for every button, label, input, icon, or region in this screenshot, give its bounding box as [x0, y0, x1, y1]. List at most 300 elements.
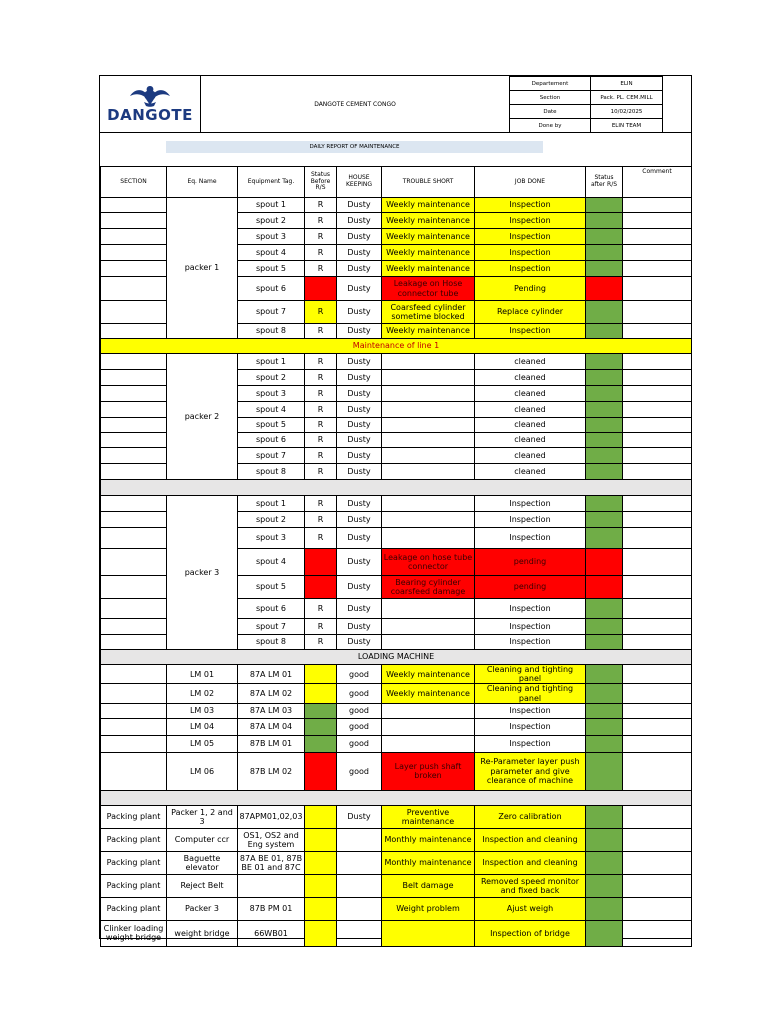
comment-cell [623, 301, 692, 324]
section-cell: Packing plant [101, 851, 167, 874]
trouble-cell: Weekly maintenance [382, 684, 475, 703]
trouble-cell: Weekly maintenance [382, 261, 475, 277]
table-row [101, 920, 692, 946]
meta-label: Done by [510, 119, 591, 133]
status-before: R [305, 370, 337, 386]
trouble-cell [382, 402, 475, 418]
tag-cell: spout 3 [238, 386, 305, 402]
table-row [101, 496, 692, 512]
status-before [305, 920, 337, 946]
tag-cell: OS1, OS2 and Eng system [238, 828, 305, 851]
comment-cell [623, 828, 692, 851]
trouble-cell: Monthly maintenance [382, 851, 475, 874]
tag-cell: spout 1 [238, 198, 305, 213]
status-before: R [305, 599, 337, 619]
comment-cell [623, 549, 692, 576]
housekeeping-cell: good [337, 735, 382, 752]
housekeeping-cell [337, 851, 382, 874]
job-cell: Inspection [475, 213, 586, 229]
status-before: R [305, 213, 337, 229]
tag-cell: spout 1 [238, 496, 305, 512]
trouble-cell: Leakage on Hose connector tube [382, 277, 475, 301]
trouble-cell [382, 718, 475, 735]
housekeeping-cell: good [337, 665, 382, 684]
separator-band [101, 480, 692, 496]
col-header: JOB DONE [475, 167, 586, 198]
section-cell [101, 261, 167, 277]
housekeeping-cell: Dusty [337, 198, 382, 213]
housekeeping-cell: Dusty [337, 370, 382, 386]
tag-cell: spout 5 [238, 418, 305, 433]
tag-cell: spout 2 [238, 512, 305, 528]
housekeeping-cell: Dusty [337, 433, 382, 448]
trouble-cell [382, 354, 475, 370]
comment-cell [623, 245, 692, 261]
comment-cell [623, 198, 692, 213]
job-cell: pending [475, 576, 586, 599]
table-row [101, 752, 692, 790]
col-header: TROUBLE SHORT [382, 167, 475, 198]
section-cell [101, 718, 167, 735]
status-before [305, 805, 337, 828]
housekeeping-cell: Dusty [337, 464, 382, 480]
meta-value: 10/02/2025 [591, 105, 663, 119]
tag-cell: spout 4 [238, 245, 305, 261]
status-before [305, 851, 337, 874]
comment-cell [623, 386, 692, 402]
tag-cell: spout 3 [238, 528, 305, 549]
line1-band: Maintenance of line 1 [101, 339, 692, 354]
status-before: R [305, 261, 337, 277]
status-before [305, 874, 337, 897]
job-cell: Ajust weigh [475, 897, 586, 920]
housekeeping-cell: Dusty [337, 301, 382, 324]
status-before [305, 897, 337, 920]
status-before: R [305, 301, 337, 324]
section-cell [101, 635, 167, 650]
status-after [586, 920, 623, 946]
separator-row [101, 790, 692, 805]
status-before [305, 576, 337, 599]
trouble-cell [382, 370, 475, 386]
job-cell: Inspection [475, 512, 586, 528]
loading-machine-band: LOADING MACHINE [101, 650, 692, 665]
section-cell [101, 549, 167, 576]
comment-cell [623, 752, 692, 790]
housekeeping-cell: Dusty [337, 213, 382, 229]
trouble-cell [382, 433, 475, 448]
job-cell: Inspection and cleaning [475, 828, 586, 851]
housekeeping-cell: Dusty [337, 619, 382, 635]
comment-cell [623, 851, 692, 874]
trouble-cell [382, 448, 475, 464]
status-before: R [305, 386, 337, 402]
trouble-cell [382, 703, 475, 718]
logo-text: DANGOTE [107, 106, 193, 124]
section-cell: Packing plant [101, 897, 167, 920]
status-after [586, 897, 623, 920]
maintenance-table [100, 166, 692, 947]
trouble-cell [382, 386, 475, 402]
table-row [101, 684, 692, 703]
eq-name: LM 04 [167, 718, 238, 735]
status-before: R [305, 635, 337, 650]
section-cell [101, 752, 167, 790]
eq-name: LM 02 [167, 684, 238, 703]
section-cell [101, 703, 167, 718]
status-before: R [305, 324, 337, 339]
eq-name: LM 03 [167, 703, 238, 718]
job-cell: Inspection [475, 735, 586, 752]
tag-cell: 87B PM 01 [238, 897, 305, 920]
comment-cell [623, 599, 692, 619]
section-cell [101, 619, 167, 635]
tag-cell: spout 8 [238, 635, 305, 650]
job-cell: Inspection [475, 245, 586, 261]
job-cell: cleaned [475, 354, 586, 370]
table-row [101, 897, 692, 920]
section-cell [101, 599, 167, 619]
tag-cell: spout 8 [238, 464, 305, 480]
section-cell [101, 213, 167, 229]
housekeeping-cell: good [337, 718, 382, 735]
trouble-cell: Bearing cylinder coarsfeed damage [382, 576, 475, 599]
table-row [101, 828, 692, 851]
eq-name: Baguette elevator [167, 851, 238, 874]
tag-cell: spout 3 [238, 229, 305, 245]
trouble-cell [382, 464, 475, 480]
packer-name: packer 3 [167, 496, 238, 650]
job-cell: Replace cylinder [475, 301, 586, 324]
section-cell [101, 198, 167, 213]
col-header: Equipment Tag. [238, 167, 305, 198]
job-cell: cleaned [475, 433, 586, 448]
status-after [586, 448, 623, 464]
table-row [101, 198, 692, 213]
trouble-cell [382, 920, 475, 946]
job-cell: Inspection [475, 261, 586, 277]
trouble-cell: Belt damage [382, 874, 475, 897]
report-title-row [100, 132, 691, 167]
job-cell: Inspection [475, 703, 586, 718]
trouble-cell: Weekly maintenance [382, 665, 475, 684]
housekeeping-cell: Dusty [337, 261, 382, 277]
status-after [586, 703, 623, 718]
comment-cell [623, 402, 692, 418]
eq-name: LM 05 [167, 735, 238, 752]
status-after [586, 402, 623, 418]
table-row [101, 851, 692, 874]
status-after [586, 828, 623, 851]
status-after [586, 805, 623, 828]
trouble-cell: Coarsfeed cylinder sometime blocked [382, 301, 475, 324]
separator-band [101, 790, 692, 805]
meta-row [510, 105, 663, 119]
tag-cell: 87A LM 01 [238, 665, 305, 684]
comment-cell [623, 874, 692, 897]
trouble-cell [382, 635, 475, 650]
tag-cell [238, 874, 305, 897]
eq-name: weight bridge [167, 920, 238, 946]
status-before [305, 718, 337, 735]
section-cell [101, 277, 167, 301]
section-cell [101, 684, 167, 703]
status-after [586, 261, 623, 277]
col-header: HOUSE KEEPING [337, 167, 382, 198]
job-cell: Cleaning and tighting panel [475, 665, 586, 684]
tag-cell: spout 1 [238, 354, 305, 370]
table-row [101, 718, 692, 735]
meta-value: ELIN [591, 77, 663, 91]
comment-cell [623, 261, 692, 277]
section-cell [101, 576, 167, 599]
status-after [586, 549, 623, 576]
meta-row [510, 91, 663, 105]
job-cell: Re-Parameter layer push parameter and give clearance of machine [475, 752, 586, 790]
section-cell [101, 354, 167, 370]
comment-cell [623, 277, 692, 301]
status-after [586, 576, 623, 599]
comment-cell [623, 448, 692, 464]
housekeeping-cell [337, 897, 382, 920]
status-before: R [305, 229, 337, 245]
trouble-cell: Monthly maintenance [382, 828, 475, 851]
report-header [100, 76, 691, 133]
status-after [586, 229, 623, 245]
col-header: Status after R/S [586, 167, 623, 198]
status-after [586, 635, 623, 650]
tag-cell: spout 7 [238, 448, 305, 464]
housekeeping-cell: Dusty [337, 245, 382, 261]
housekeeping-cell: Dusty [337, 386, 382, 402]
comment-cell [623, 354, 692, 370]
comment-cell [623, 684, 692, 703]
tag-cell: 87APM01,02,03 [238, 805, 305, 828]
comment-cell [623, 718, 692, 735]
trouble-cell [382, 619, 475, 635]
housekeeping-cell: Dusty [337, 448, 382, 464]
job-cell: Inspection [475, 496, 586, 512]
housekeeping-cell: Dusty [337, 418, 382, 433]
eq-name: LM 01 [167, 665, 238, 684]
trouble-cell [382, 528, 475, 549]
eq-name: Reject Belt [167, 874, 238, 897]
tag-cell: spout 4 [238, 402, 305, 418]
report-sheet [99, 75, 692, 943]
tag-cell: spout 2 [238, 213, 305, 229]
section-cell [101, 512, 167, 528]
job-cell: Inspection and cleaning [475, 851, 586, 874]
tag-cell: spout 7 [238, 619, 305, 635]
comment-cell [623, 496, 692, 512]
status-after [586, 752, 623, 790]
status-before: R [305, 354, 337, 370]
status-after [586, 464, 623, 480]
tag-cell: 87A LM 03 [238, 703, 305, 718]
job-cell: pending [475, 549, 586, 576]
trouble-cell [382, 599, 475, 619]
status-after [586, 874, 623, 897]
meta-row [510, 119, 663, 133]
eq-name: Packer 3 [167, 897, 238, 920]
status-after [586, 301, 623, 324]
section-cell [101, 229, 167, 245]
trouble-cell: Weekly maintenance [382, 229, 475, 245]
comment-cell [623, 512, 692, 528]
status-before [305, 828, 337, 851]
comment-cell [623, 229, 692, 245]
status-before: R [305, 433, 337, 448]
job-cell: Inspection [475, 635, 586, 650]
eq-name: Packer 1, 2 and 3 [167, 805, 238, 828]
trouble-cell [382, 418, 475, 433]
status-after [586, 851, 623, 874]
band-row [101, 650, 692, 665]
housekeeping-cell: Dusty [337, 229, 382, 245]
status-after [586, 512, 623, 528]
band-row [101, 339, 692, 354]
tag-cell: 87A BE 01, 87B BE 01 and 87C [238, 851, 305, 874]
status-after [586, 198, 623, 213]
section-cell [101, 464, 167, 480]
tag-cell: spout 5 [238, 261, 305, 277]
eq-name: Computer ccr [167, 828, 238, 851]
table-row [101, 354, 692, 370]
section-cell [101, 402, 167, 418]
tag-cell: spout 6 [238, 277, 305, 301]
housekeeping-cell [337, 874, 382, 897]
job-cell: cleaned [475, 386, 586, 402]
job-cell: Inspection [475, 528, 586, 549]
section-cell [101, 324, 167, 339]
section-cell [101, 245, 167, 261]
status-after [586, 386, 623, 402]
table-row [101, 665, 692, 684]
comment-cell [623, 735, 692, 752]
job-cell: Cleaning and tighting panel [475, 684, 586, 703]
trouble-cell [382, 496, 475, 512]
job-cell: Inspection [475, 599, 586, 619]
separator-row [101, 480, 692, 496]
status-before: R [305, 464, 337, 480]
status-before: R [305, 448, 337, 464]
section-cell [101, 418, 167, 433]
comment-cell [623, 703, 692, 718]
col-header: Comment [623, 167, 692, 198]
status-after [586, 354, 623, 370]
trouble-cell: Layer push shaft broken [382, 752, 475, 790]
job-cell: cleaned [475, 448, 586, 464]
housekeeping-cell: Dusty [337, 805, 382, 828]
column-header-row [101, 167, 692, 198]
section-cell [101, 528, 167, 549]
job-cell: cleaned [475, 418, 586, 433]
job-cell: Inspection [475, 718, 586, 735]
housekeeping-cell: good [337, 703, 382, 718]
status-before [305, 752, 337, 790]
comment-cell [623, 433, 692, 448]
housekeeping-cell: Dusty [337, 599, 382, 619]
tag-cell: 87A LM 02 [238, 684, 305, 703]
section-cell [101, 496, 167, 512]
table-row [101, 805, 692, 828]
status-after [586, 528, 623, 549]
status-before: R [305, 619, 337, 635]
status-after [586, 213, 623, 229]
table-row [101, 874, 692, 897]
section-cell [101, 665, 167, 684]
trouble-cell: Weekly maintenance [382, 213, 475, 229]
status-after [586, 496, 623, 512]
status-before: R [305, 512, 337, 528]
comment-cell [623, 528, 692, 549]
status-after [586, 718, 623, 735]
status-before: R [305, 528, 337, 549]
tag-cell: spout 5 [238, 576, 305, 599]
status-after [586, 324, 623, 339]
housekeeping-cell [337, 920, 382, 946]
status-before [305, 684, 337, 703]
company-logo [100, 76, 201, 132]
housekeeping-cell: good [337, 752, 382, 790]
meta-label: Departement [510, 77, 591, 91]
job-cell: Inspection of bridge [475, 920, 586, 946]
comment-cell [623, 576, 692, 599]
housekeeping-cell: Dusty [337, 549, 382, 576]
company-name: DANGOTE CEMENT CONGO [314, 100, 396, 108]
tag-cell: spout 8 [238, 324, 305, 339]
col-header: Eq. Name [167, 167, 238, 198]
tag-cell: 87A LM 04 [238, 718, 305, 735]
status-before: R [305, 496, 337, 512]
trouble-cell: Weekly maintenance [382, 324, 475, 339]
job-cell: Zero calibration [475, 805, 586, 828]
comment-cell [623, 213, 692, 229]
section-cell [101, 301, 167, 324]
status-before [305, 665, 337, 684]
status-after [586, 370, 623, 386]
trouble-cell: Leakage on hose tube connector [382, 549, 475, 576]
meta-table [509, 76, 663, 133]
eq-name: LM 06 [167, 752, 238, 790]
housekeeping-cell: Dusty [337, 496, 382, 512]
job-cell: Removed speed monitor and fixed back [475, 874, 586, 897]
trouble-cell: Weight problem [382, 897, 475, 920]
housekeeping-cell: Dusty [337, 277, 382, 301]
status-before [305, 549, 337, 576]
housekeeping-cell: Dusty [337, 512, 382, 528]
tag-cell: spout 6 [238, 599, 305, 619]
packer-name: packer 2 [167, 354, 238, 480]
status-after [586, 735, 623, 752]
meta-value: Pack. PL. CEM.MILL [591, 91, 663, 105]
section-cell: Clinker loading weight bridge [101, 920, 167, 946]
status-before: R [305, 402, 337, 418]
comment-cell [623, 324, 692, 339]
section-cell [101, 448, 167, 464]
meta-row [510, 77, 663, 91]
housekeeping-cell [337, 828, 382, 851]
col-header: Status Before R/S [305, 167, 337, 198]
section-cell: Packing plant [101, 805, 167, 828]
tag-cell: 87B LM 01 [238, 735, 305, 752]
housekeeping-cell: good [337, 684, 382, 703]
tag-cell: spout 7 [238, 301, 305, 324]
comment-cell [623, 897, 692, 920]
status-after [586, 433, 623, 448]
housekeeping-cell: Dusty [337, 402, 382, 418]
status-before: R [305, 245, 337, 261]
